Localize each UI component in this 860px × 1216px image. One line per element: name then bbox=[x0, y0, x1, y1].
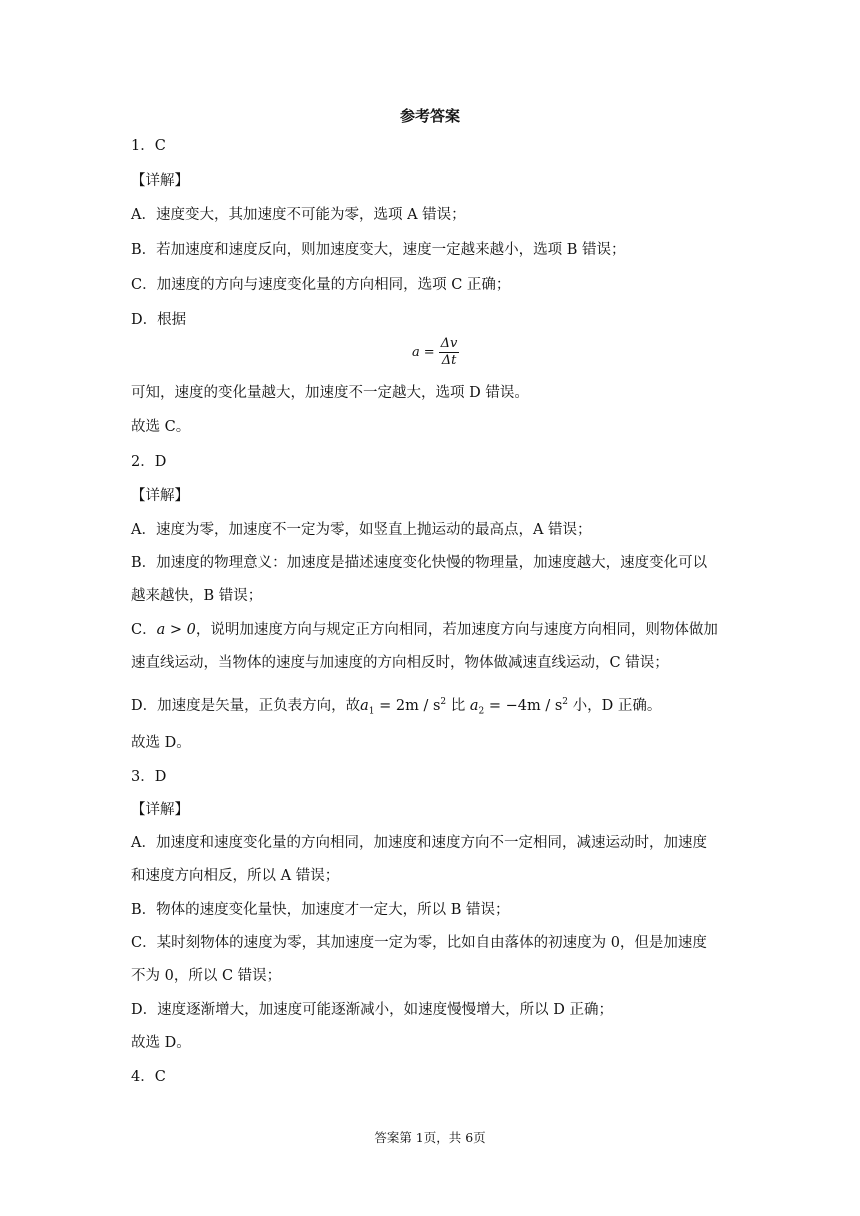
q3-choice: 故选 D。 bbox=[131, 1035, 191, 1051]
formula-lhs: a bbox=[412, 345, 420, 360]
q3-option-c-line2: 不为 0，所以 C 错误； bbox=[131, 968, 282, 984]
q1-option-a: A．速度变大，其加速度不可能为零，选项 A 错误； bbox=[131, 207, 466, 223]
q1-detail-heading: 【详解】 bbox=[131, 173, 189, 189]
q2-option-d: D．加速度是矢量，正负表方向，故$a_1 = 2m / s^2$ 比 $a_2 = -4m / s^2$ 小，D 正确。 bbox=[131, 697, 662, 717]
q2-choice: 故选 D。 bbox=[131, 735, 191, 751]
q3-answer: 3．D bbox=[131, 769, 167, 785]
a-greater-zero: a > 0 bbox=[156, 622, 196, 638]
formula-fraction bbox=[439, 336, 460, 369]
q3-option-c-line1: C．某时刻物体的速度为零，其加速度一定为零，比如自由落体的初速度为 0，但是加速度 bbox=[131, 935, 707, 951]
acceleration-formula bbox=[412, 336, 459, 369]
q2-option-a: A．速度为零，加速度不一定为零，如竖直上抛运动的最高点，A 错误； bbox=[131, 522, 592, 538]
q1-option-b: B．若加速度和速度反向，则加速度变大，速度一定越来越小，选项 B 错误； bbox=[131, 242, 626, 258]
q1-option-d: D．根据 bbox=[131, 312, 187, 328]
q1-option-c: C．加速度的方向与速度变化量的方向相同，选项 C 正确； bbox=[131, 277, 511, 293]
q3-option-b: B．物体的速度变化量快，加速度才一定大，所以 B 错误； bbox=[131, 902, 510, 918]
q2-option-c-line1: C．a > 0，说明加速度方向与规定正方向相同，若加速度方向与速度方向相同，则物体做加 bbox=[131, 622, 718, 638]
q3-option-d: D．速度逐渐增大，加速度可能逐渐减小，如速度慢慢增大，所以 D 正确； bbox=[131, 1002, 613, 1018]
q2-option-b-line1: B．加速度的物理意义：加速度是描述速度变化快慢的物理量，加速度越大，速度变化可以 bbox=[131, 555, 708, 571]
q2-option-b-line2: 越来越快，B 错误； bbox=[131, 588, 263, 604]
q3-option-a-line1: A．加速度和速度变化量的方向相同，加速度和速度方向不一定相同，减速运动时，加速度 bbox=[131, 835, 707, 851]
formula-numerator: Δv bbox=[440, 336, 458, 351]
q2-detail-heading: 【详解】 bbox=[131, 488, 189, 504]
page-footer: 答案第 1页，共 6页 bbox=[374, 1130, 486, 1145]
q3-option-a-line2: 和速度方向相反，所以 A 错误； bbox=[131, 868, 340, 884]
q2-option-c-line2: 速直线运动，当物体的速度与加速度的方向相反时，物体做减速直线运动，C 错误； bbox=[131, 655, 669, 671]
q1-conclusion: 可知，速度的变化量越大，加速度不一定越大，选项 D 错误。 bbox=[131, 385, 529, 401]
q1-choice: 故选 C。 bbox=[131, 419, 191, 435]
q1-answer: 1．C bbox=[131, 138, 166, 154]
formula-denominator: Δt bbox=[441, 353, 457, 368]
formula-equals: = bbox=[423, 345, 435, 360]
q4-answer: 4．C bbox=[131, 1069, 166, 1085]
q2-answer: 2．D bbox=[131, 454, 167, 470]
q3-detail-heading: 【详解】 bbox=[131, 802, 189, 818]
page-title: 参考答案 bbox=[399, 107, 460, 125]
